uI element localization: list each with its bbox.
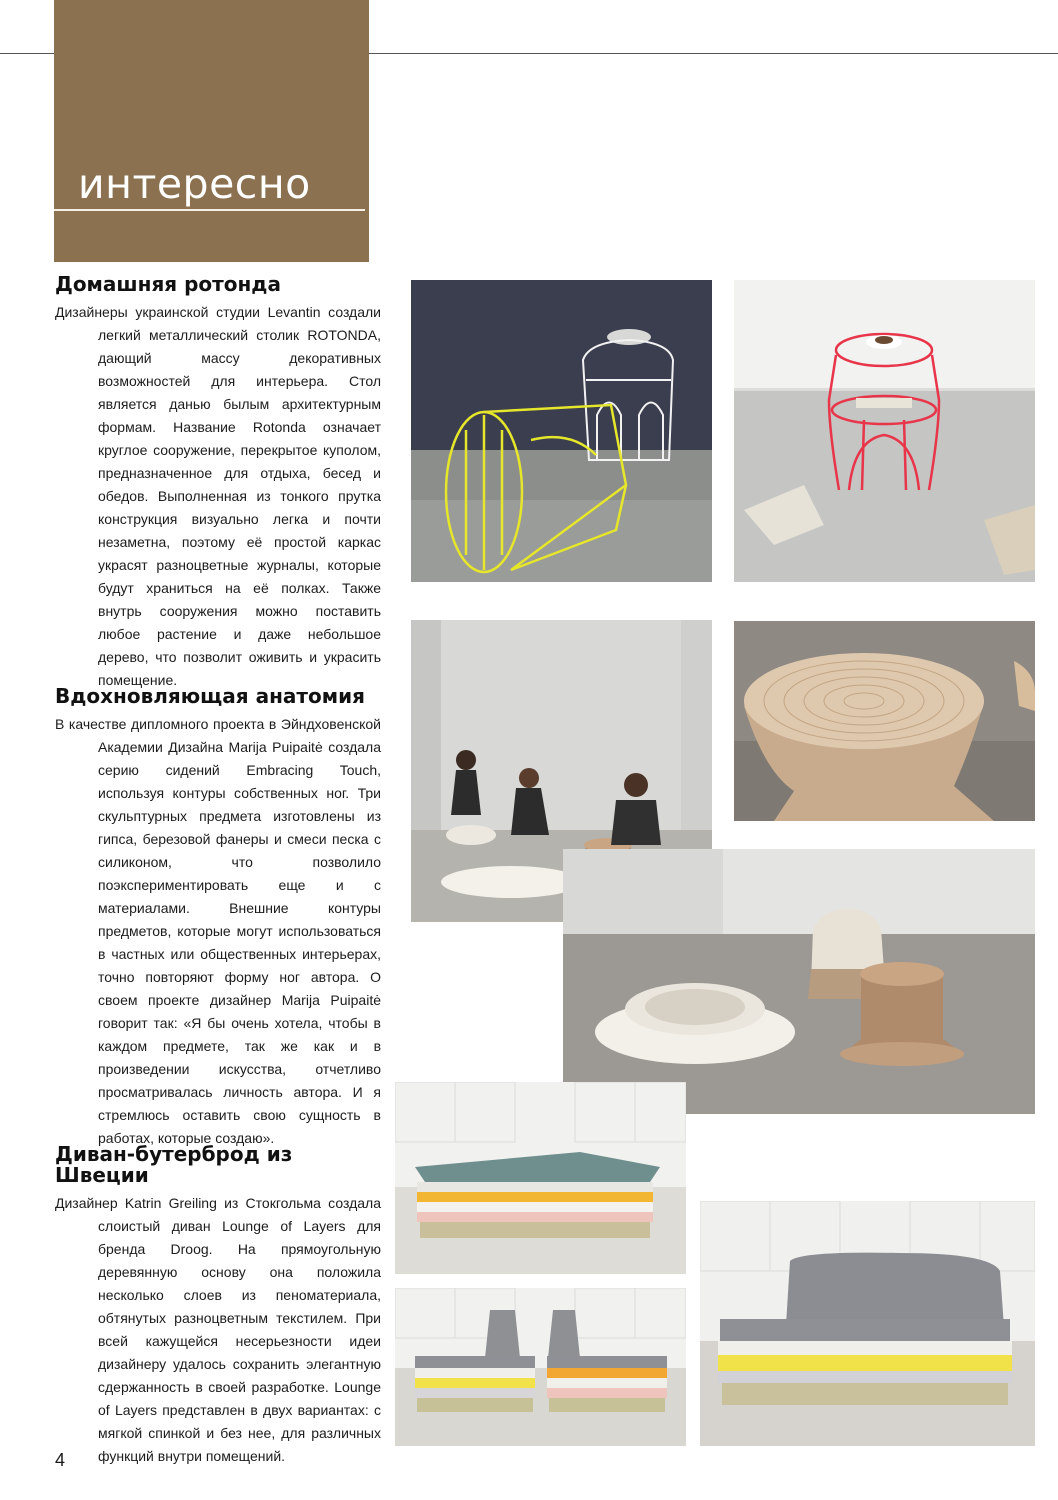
photo-rotonda-red (734, 280, 1035, 582)
article-title: Диван-бутерброд из Швеции (55, 1142, 293, 1187)
photo-anatomy-seats (563, 849, 1035, 1114)
article-title: Домашняя ротонда (55, 272, 281, 296)
photo-sofa-chairs (395, 1288, 686, 1446)
photo-sofa-flat (395, 1082, 686, 1274)
photo-rotonda-yellow-white (411, 280, 712, 582)
photo-sofa-back (700, 1201, 1035, 1446)
article-body: Дизайнеры украинской студии Levantin создали легкий металлический столик ROTONDA, дающий массу декоративных возможностей для интерьера. Стол является данью былым архитектурным формам. Название Rotonda означает круглое сооружение, перекрытое куполом, предназначенное для отдыха, бесед и обедов. Выполненная из тонкого прутка конструкция визуально легка и почти незаметна, поэтому её простой каркас украсят разноцветные журналы, которые будут храниться на её полках. Также внутрь сооружения можно поставить любое растение и даже небольшое дерево, что позволит оживить и украсить помещение. (55, 304, 381, 688)
page-number: 4 (55, 1450, 66, 1470)
article-title: Вдохновляющая анатомия (55, 684, 365, 708)
photo-anatomy-plywood (734, 621, 1035, 821)
section-title: интересно (78, 160, 311, 208)
section-underline (54, 209, 365, 211)
article-anatomy (55, 686, 381, 1150)
article-body: В качестве дипломного проекта в Эйндховенской Академии Дизайна Marija Puipaitė создала серию сидений Embracing Touch, используя контуры собственных ног. Три скульптурных предмета изготовлены из гипса, березовой фанеры и смеси песка с силиконом, что позволило поэкспериментировать еще и с материалами. Внешние контуры предметов, которые могут использоваться в частных или общественных интерьерах, точно повторяют форму ног автора. О своем проекте дизайнер Marija Puipaitė говорит так: «Я бы очень хотела, чтобы в каждом предмете, так же как и в произведении искусства, отчетливо просматривалась личность автора. И я стремлюсь оставить свою сущность в работах, которые создаю». (55, 716, 381, 1146)
article-body: Дизайнер Katrin Greiling из Стокгольма создала слоистый диван Lounge of Layers для бренда Droog. На прямоугольную деревянную основу она положила несколько слоев из пеноматериала, обтянутых разноцветным текстилем. При всей кажущейся несерьезности идеи дизайнеру удалось сохранить элегантную сдержанность в своей разработке. Lounge of Layers представлен в двух вариантах: с мягкой спинкой и без нее, для различных функций внутри помещений. (55, 1195, 381, 1464)
article-sofa (55, 1144, 381, 1468)
article-rotonda (55, 274, 381, 692)
section-header (54, 0, 369, 262)
